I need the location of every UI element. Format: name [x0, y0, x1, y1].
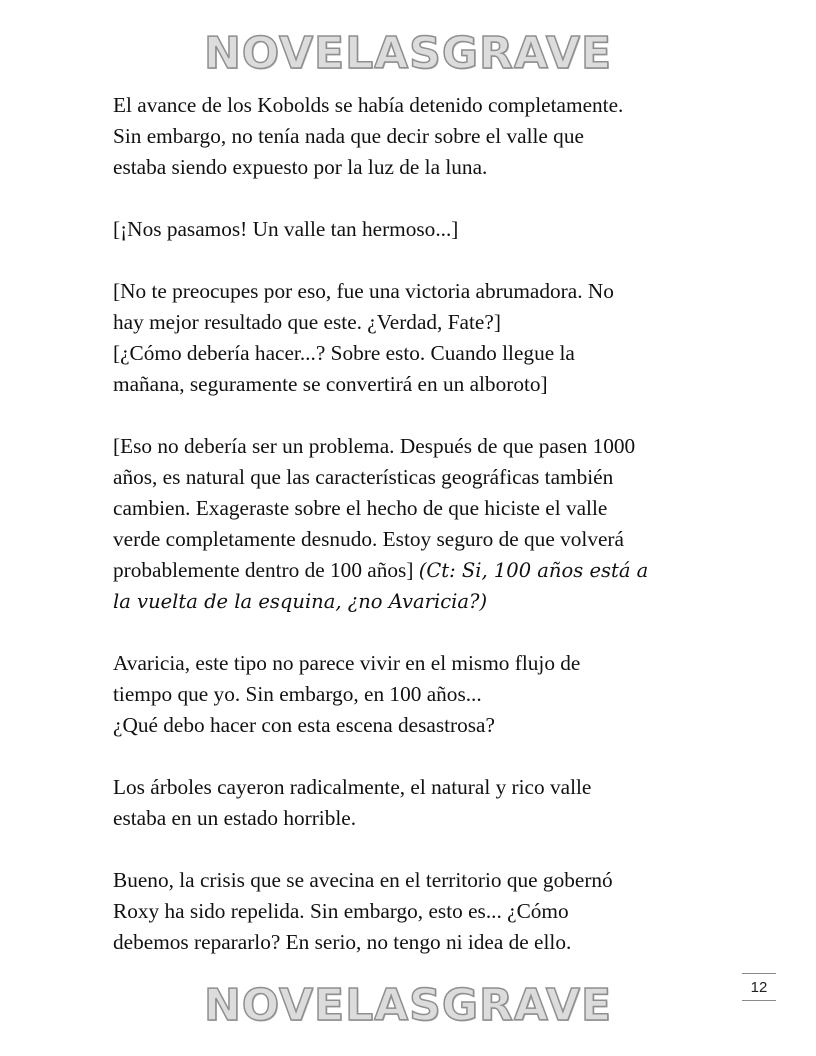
- paragraph: [113, 431, 713, 617]
- translator-note: (Ct: Si, 100 años está a: [418, 559, 649, 582]
- text-line: mañana, seguramente se convertirá en un alboroto]: [113, 372, 548, 396]
- text-line: [¡Nos pasamos! Un valle tan hermoso...]: [113, 217, 459, 241]
- paragraph: [113, 772, 713, 834]
- text-line: cambien. Exageraste sobre el hecho de que hiciste el valle: [113, 496, 608, 520]
- paragraph: [113, 276, 713, 400]
- paragraph: [113, 648, 713, 741]
- page-body: [113, 90, 713, 989]
- text-line: [113, 555, 713, 586]
- paragraph: [113, 90, 713, 183]
- text-line: ¿Qué debo hacer con esta escena desastrosa?: [113, 713, 495, 737]
- text-line: tiempo que yo. Sin embargo, en 100 años...: [113, 682, 482, 706]
- paragraph: [113, 214, 713, 245]
- text-line: estaba en un estado horrible.: [113, 806, 357, 830]
- text-line: [¿Cómo debería hacer...? Sobre esto. Cuando llegue la: [113, 341, 575, 365]
- translator-note: la vuelta de la esquina, ¿no Avaricia?): [113, 590, 488, 613]
- text-line: Sin embargo, no tenía nada que decir sobre el valle que: [113, 124, 584, 148]
- page-number: 12: [742, 973, 776, 1001]
- text-line: El avance de los Kobolds se había detenido completamente.: [113, 93, 624, 117]
- text-line: estaba siendo expuesto por la luz de la luna.: [113, 155, 488, 179]
- text-line: años, es natural que las características geográficas también: [113, 465, 614, 489]
- text-line: [Eso no debería ser un problema. Después de que pasen 1000: [113, 434, 636, 458]
- text-line: Roxy ha sido repelida. Sin embargo, esto es... ¿Cómo: [113, 899, 569, 923]
- text-line: hay mejor resultado que este. ¿Verdad, Fate?]: [113, 310, 501, 334]
- text-line: [No te preocupes por eso, fue una victoria abrumadora. No: [113, 279, 614, 303]
- text-line: Bueno, la crisis que se avecina en el territorio que gobernó: [113, 868, 613, 892]
- text-line: Los árboles cayeron radicalmente, el natural y rico valle: [113, 775, 592, 799]
- text-line: Avaricia, este tipo no parece vivir en el mismo flujo de: [113, 651, 581, 675]
- footer-watermark-logo: NOVELASGRAVE: [203, 980, 613, 1031]
- header-watermark-logo: NOVELASGRAVE: [203, 28, 613, 79]
- paragraph: [113, 865, 713, 958]
- text-line: verde completamente desnudo. Estoy seguro de que volverá: [113, 527, 624, 551]
- text-fragment: probablemente dentro de 100 años]: [113, 558, 414, 582]
- text-line: debemos repararlo? En serio, no tengo ni idea de ello.: [113, 930, 572, 954]
